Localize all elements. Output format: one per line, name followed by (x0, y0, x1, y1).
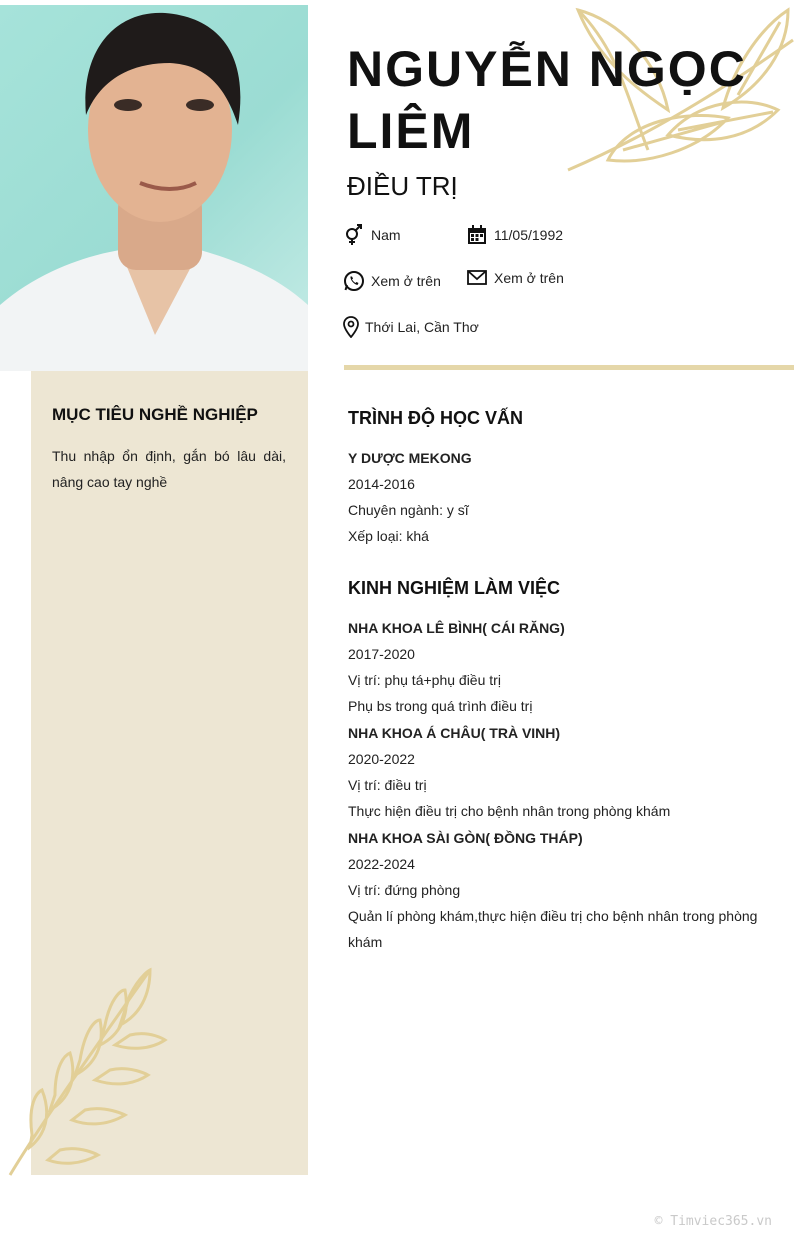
company-name: NHA KHOA SÀI GÒN( ĐỒNG THÁP) (348, 830, 583, 846)
email-text: Xem ở trên (494, 270, 564, 286)
experience-item (348, 615, 778, 719)
education-grade: Xếp loại: khá (348, 528, 429, 544)
accent-divider (344, 365, 794, 370)
company-name: NHA KHOA LÊ BÌNH( CÁI RĂNG) (348, 620, 565, 636)
experience-description: Quản lí phòng khám,thực hiện điều trị cho bệnh nhân trong phòng khám (348, 908, 758, 950)
experience-title: KINH NGHIỆM LÀM VIỆC (348, 578, 561, 598)
calendar-icon (466, 224, 488, 246)
phone-icon (343, 270, 365, 292)
experience-years: 2022-2024 (348, 856, 415, 872)
experience-description: Thực hiện điều trị cho bệnh nhân trong phòng khám (348, 803, 671, 819)
birthday-info (466, 224, 563, 246)
experience-description: Phụ bs trong quá trình điều trị (348, 698, 533, 714)
education-title: TRÌNH ĐỘ HỌC VẤN (348, 408, 523, 428)
experience-item (348, 825, 778, 955)
experience-position: Vị trí: phụ tá+phụ điều trị (348, 672, 501, 688)
leaf-decoration-bottom (0, 965, 170, 1180)
gender-info (343, 224, 401, 246)
gender-icon (343, 224, 365, 246)
education-major: Chuyên ngành: y sĩ (348, 502, 469, 518)
email-info (466, 268, 564, 288)
objective-title: MỤC TIÊU NGHỀ NGHIỆP (52, 405, 258, 424)
location-icon (343, 316, 359, 338)
experience-position: Vị trí: đứng phòng (348, 882, 461, 898)
experience-position: Vị trí: điều trị (348, 777, 427, 793)
candidate-name: NGUYỄN NGỌC LIÊM (347, 41, 747, 159)
company-name: NHA KHOA Á CHÂU( TRÀ VINH) (348, 725, 561, 741)
objective-text: Thu nhập ổn định, gắn bó lâu dài, nâng cao tay nghề (52, 448, 286, 490)
birthday-text: 11/05/1992 (494, 227, 564, 243)
experience-years: 2020-2022 (348, 751, 415, 767)
phone-info (343, 270, 441, 292)
gender-text: Nam (371, 227, 401, 243)
watermark: © Timviec365.vn (654, 1214, 772, 1229)
education-years: 2014-2016 (348, 476, 415, 492)
education-item (348, 445, 778, 549)
address-text: Thới Lai, Cần Thơ (365, 319, 479, 335)
profile-photo (0, 5, 308, 371)
phone-text: Xem ở trên (371, 273, 441, 289)
address-info (343, 316, 479, 338)
avatar (0, 5, 308, 371)
experience-item (348, 720, 778, 824)
job-title: ĐIỀU TRỊ (347, 171, 458, 201)
email-icon (466, 268, 488, 288)
experience-years: 2017-2020 (348, 646, 415, 662)
school-name: Y DƯỢC MEKONG (348, 450, 472, 466)
